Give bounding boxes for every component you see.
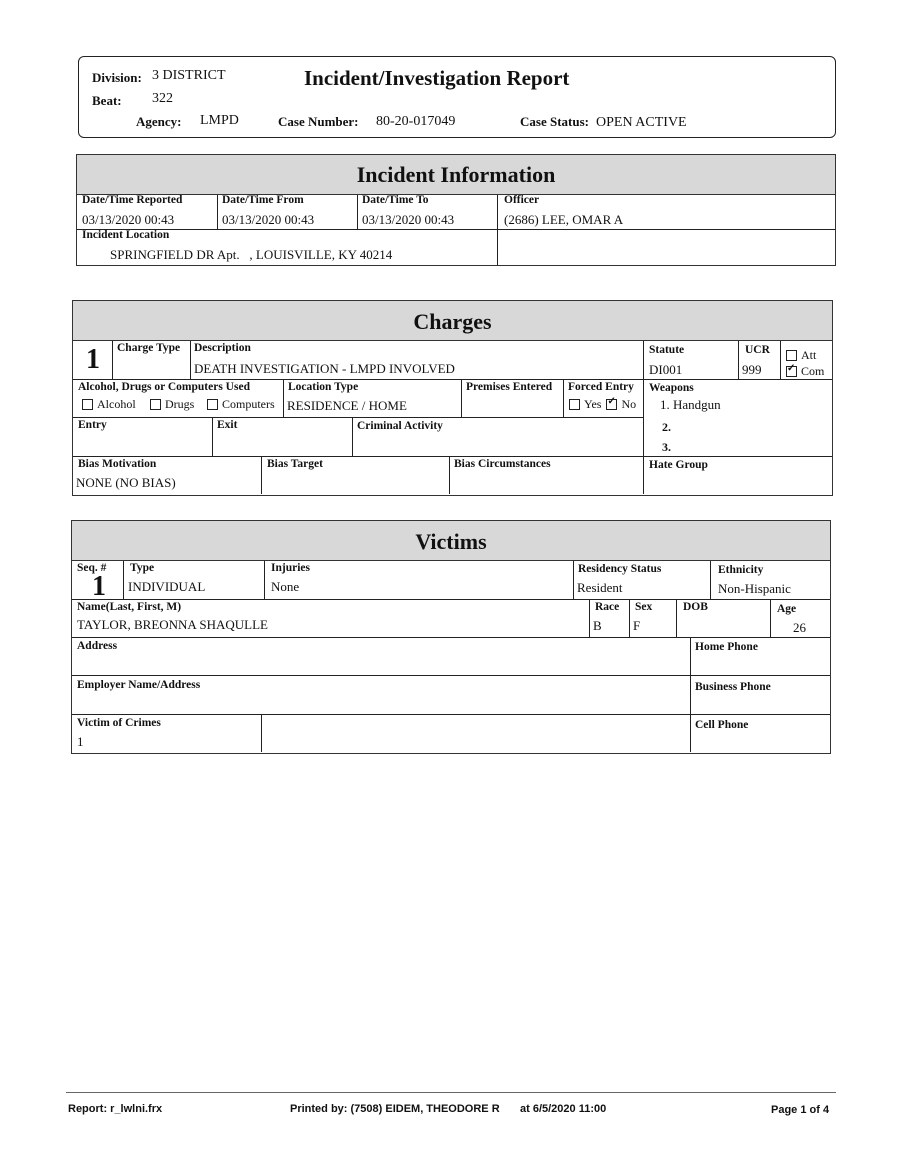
victim-name-value: TAYLOR, BREONNA SHAQULLE — [77, 617, 268, 632]
ucr-label: UCR — [745, 344, 770, 356]
date-from-value: 03/13/2020 00:43 — [222, 212, 315, 227]
sex-value: F — [633, 618, 641, 633]
ethnicity-label: Ethnicity — [718, 564, 764, 576]
beat-value: 322 — [152, 91, 173, 106]
dob-label: DOB — [683, 601, 708, 613]
weapon-2: 2. — [662, 420, 671, 434]
victim-type-value: INDIVIDUAL — [128, 579, 206, 594]
case-status-label: Case Status: — [520, 114, 589, 129]
com-checkbox — [786, 364, 824, 379]
bias-circumstances-label: Bias Circumstances — [454, 458, 551, 470]
entry-label: Entry — [78, 419, 107, 431]
location-type-value: RESIDENCE / HOME — [287, 398, 407, 413]
injuries-label: Injuries — [271, 562, 310, 574]
premises-entered-label: Premises Entered — [466, 381, 553, 393]
date-to-label: Date/Time To — [362, 194, 429, 206]
division-label: Division: — [92, 70, 142, 85]
date-to-value: 03/13/2020 00:43 — [362, 212, 455, 227]
injuries-value: None — [271, 579, 300, 594]
charge-seq-number: 1 — [86, 344, 100, 375]
weapon-1: 1. Handgun — [660, 397, 721, 412]
description-label: Description — [194, 342, 251, 354]
address-label: Address — [77, 640, 118, 652]
footer-printed-at: at 6/5/2020 11:00 — [520, 1103, 607, 1115]
date-reported-label: Date/Time Reported — [82, 194, 183, 206]
footer-printed-by: Printed by: (7508) EIDEM, THEODORE R — [290, 1103, 500, 1115]
officer-value: (2686) LEE, OMAR A — [504, 212, 624, 227]
victim-seq-label: Seq. # — [77, 562, 107, 574]
victim-of-crimes-value: 1 — [77, 734, 84, 749]
date-from-label: Date/Time From — [222, 194, 304, 206]
drugs-checkbox — [150, 397, 194, 412]
case-number-value: 80-20-017049 — [376, 114, 456, 129]
victim-type-label: Type — [130, 562, 155, 574]
weapon-3: 3. — [662, 440, 671, 454]
victim-name-label: Name(Last, First, M) — [77, 601, 182, 613]
employer-label: Employer Name/Address — [77, 679, 201, 691]
computers-label: Computers — [222, 397, 275, 411]
division-value: 3 DISTRICT — [152, 68, 226, 83]
weapons-label: Weapons — [649, 382, 694, 394]
report-title: Incident/Investigation Report — [304, 66, 570, 90]
victim-of-crimes-label: Victim of Crimes — [77, 717, 161, 729]
agency-value: LMPD — [200, 113, 239, 128]
age-value: 26 — [793, 620, 806, 635]
race-label: Race — [595, 601, 620, 613]
footer-report-name: Report: r_lwlni.frx — [68, 1103, 163, 1115]
footer-divider — [66, 1092, 836, 1093]
case-status-value: OPEN ACTIVE — [596, 115, 687, 130]
alcohol-label: Alcohol — [97, 397, 136, 411]
att-checkbox — [786, 348, 816, 363]
alcohol-checkbox — [82, 397, 136, 412]
drugs-label: Drugs — [165, 397, 195, 411]
drugs-checkbox-box — [150, 399, 161, 410]
forced-entry-no-box — [606, 399, 617, 410]
computers-checkbox-box — [207, 399, 218, 410]
cell-phone-label: Cell Phone — [695, 719, 749, 731]
footer-page-number: Page 1 of 4 — [771, 1104, 830, 1116]
ucr-value: 999 — [742, 362, 762, 377]
ethnicity-value: Non-Hispanic — [718, 581, 791, 596]
alcohol-checkbox-box — [82, 399, 93, 410]
charge-type-label: Charge Type — [117, 342, 181, 354]
incident-information-banner: Incident Information — [77, 155, 835, 195]
business-phone-label: Business Phone — [695, 681, 771, 693]
residency-status-label: Residency Status — [578, 563, 662, 575]
forced-entry-no-label: No — [621, 397, 637, 411]
criminal-activity-label: Criminal Activity — [357, 420, 443, 432]
home-phone-label: Home Phone — [695, 641, 758, 653]
att-label: Att — [801, 348, 817, 362]
bias-motivation-label: Bias Motivation — [78, 458, 157, 470]
forced-entry-options — [569, 397, 636, 412]
forced-entry-yes-label: Yes — [584, 397, 602, 411]
case-number-label: Case Number: — [278, 114, 359, 129]
statute-label: Statute — [649, 344, 685, 356]
com-checkbox-box — [786, 366, 797, 377]
alcohol-drugs-computers-label: Alcohol, Drugs or Computers Used — [78, 381, 250, 393]
computers-checkbox — [207, 397, 275, 412]
statute-value: DI001 — [649, 362, 683, 377]
location-type-label: Location Type — [288, 381, 359, 393]
incident-location-label: Incident Location — [82, 229, 170, 241]
beat-label: Beat: — [92, 93, 122, 108]
victims-banner: Victims — [72, 521, 830, 561]
sex-label: Sex — [635, 601, 653, 613]
date-reported-value: 03/13/2020 00:43 — [82, 212, 175, 227]
residency-status-value: Resident — [577, 580, 623, 595]
agency-label: Agency: — [136, 114, 182, 129]
race-value: B — [593, 618, 602, 633]
incident-location-value: SPRINGFIELD DR Apt. , LOUISVILLE, KY 40214 — [110, 247, 393, 262]
bias-target-label: Bias Target — [267, 458, 323, 470]
officer-label: Officer — [504, 194, 540, 206]
forced-entry-label: Forced Entry — [568, 381, 634, 393]
att-checkbox-box — [786, 350, 797, 361]
age-label: Age — [777, 603, 797, 615]
description-value: DEATH INVESTIGATION - LMPD INVOLVED — [194, 361, 455, 376]
hate-group-label: Hate Group — [649, 459, 708, 471]
victim-seq-number: 1 — [92, 571, 106, 602]
charges-banner: Charges — [73, 301, 832, 341]
com-label: Com — [801, 364, 825, 378]
forced-entry-yes-box — [569, 399, 580, 410]
exit-label: Exit — [217, 419, 238, 431]
bias-motivation-value: NONE (NO BIAS) — [76, 475, 176, 490]
